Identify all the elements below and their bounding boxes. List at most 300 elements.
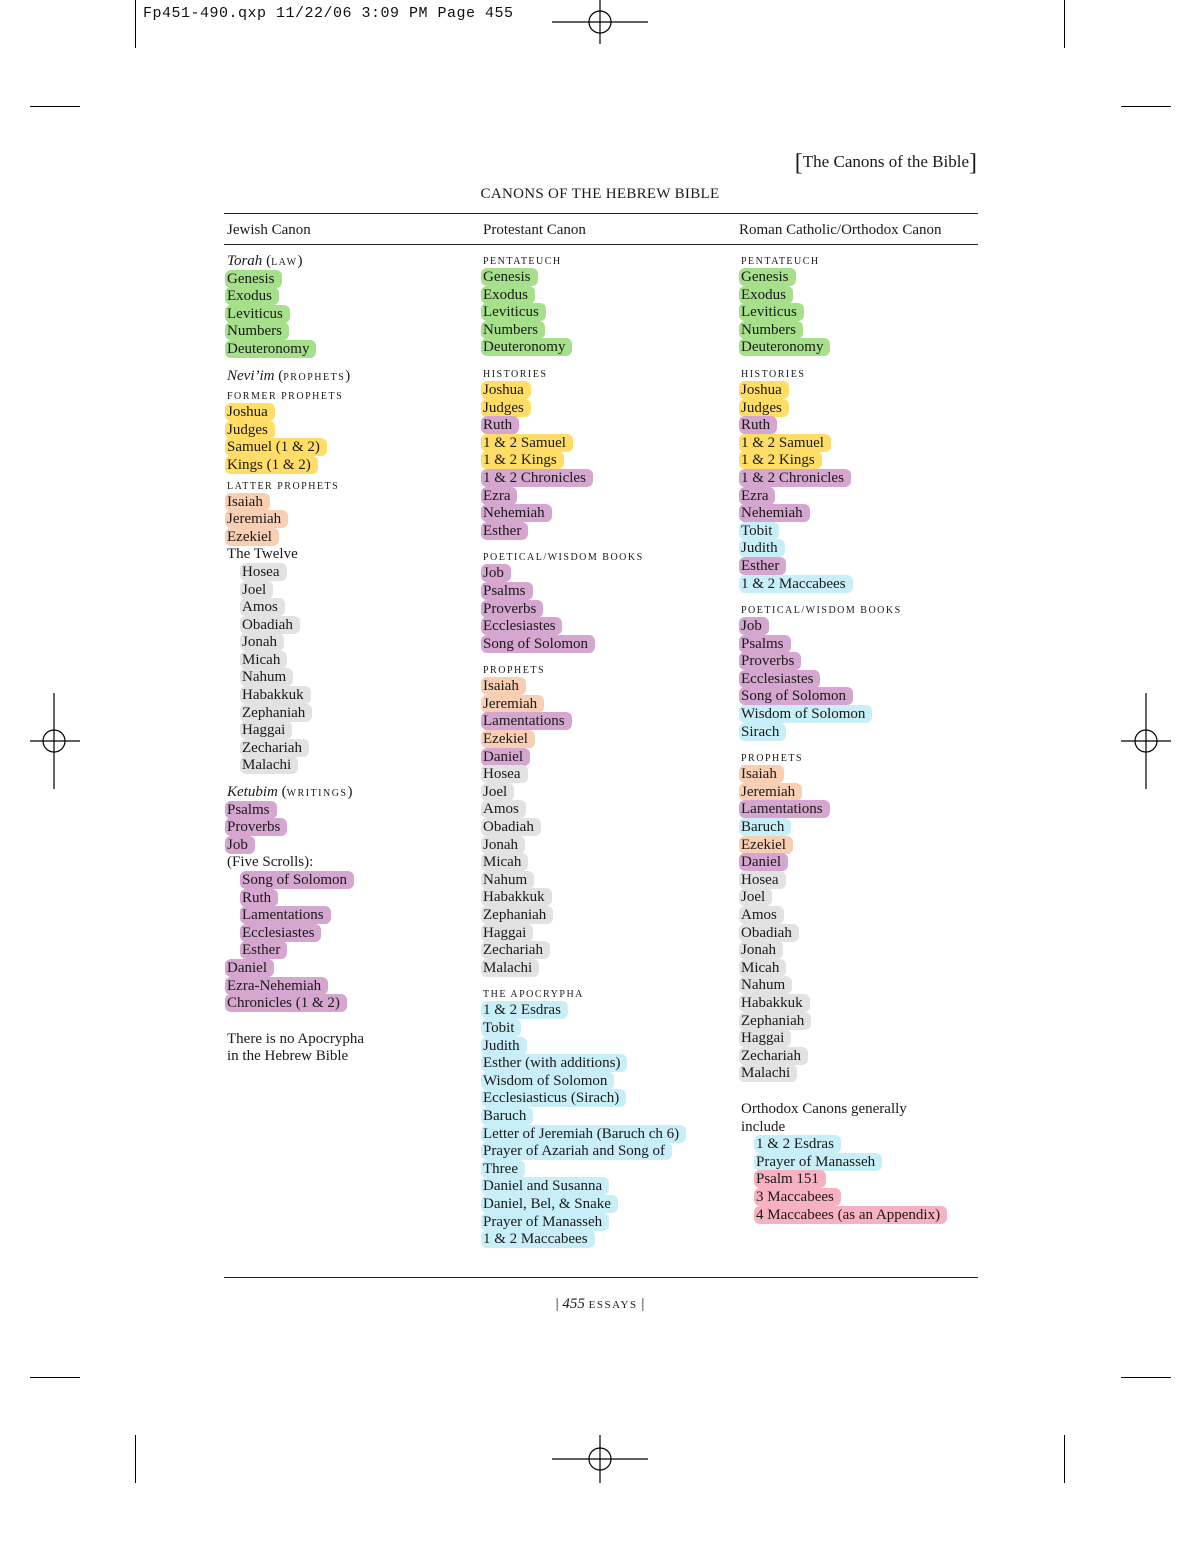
book-list-item: [483, 304, 733, 322]
book-list-item: [483, 339, 733, 357]
book-name: Jeremiah: [225, 510, 288, 528]
book-name: Ezekiel: [739, 836, 793, 854]
division-title: Nevi’im: [227, 367, 275, 384]
book-list-item: [741, 322, 991, 340]
book-list-item: [227, 705, 477, 723]
section-label: PROPHETS: [483, 665, 546, 677]
book-list-item: [483, 435, 733, 453]
division-heading: Torah (LAW): [227, 253, 303, 269]
book-list-item: [483, 1073, 733, 1091]
book-list-item: [483, 618, 733, 636]
book-list-item: [483, 565, 733, 583]
registration-mark-icon: [552, 1435, 648, 1483]
book-list-item: [227, 271, 477, 289]
book-list-item: [227, 617, 477, 635]
book-name: Ruth: [240, 889, 278, 907]
book-list-item: [483, 417, 733, 435]
book-list-item: [483, 1038, 733, 1056]
book-name: Numbers: [739, 321, 803, 339]
book-name: Daniel: [481, 748, 530, 766]
book-name: Proverbs: [225, 818, 287, 836]
header-rule: [224, 244, 978, 245]
section-label: FORMER PROPHETS: [227, 391, 344, 403]
registration-mark-icon: [30, 693, 80, 789]
book-name: Ruth: [739, 416, 777, 434]
book-list-item: [741, 417, 991, 435]
book-list-item: [227, 687, 477, 705]
book-name: 1 & 2 Kings: [481, 451, 564, 469]
book-list-item: [741, 435, 991, 453]
book-list-item: [227, 288, 477, 306]
protestant-canon-column: [483, 253, 733, 1249]
book-list-item: [227, 529, 477, 547]
book-list-item: [483, 1231, 733, 1249]
book-name: 1 & 2 Maccabees: [739, 575, 853, 593]
note-line: The Twelve: [227, 546, 298, 563]
book-name: Genesis: [739, 268, 796, 286]
book-list-item: [227, 995, 477, 1013]
book-name: Judges: [481, 399, 531, 417]
book-list-item: [741, 942, 991, 960]
book-list-item: [227, 942, 477, 960]
book-name: Genesis: [225, 270, 282, 288]
book-list-item: [483, 452, 733, 470]
book-list-item: [227, 582, 477, 600]
book-name: Judges: [225, 421, 275, 439]
book-list-item: [483, 837, 733, 855]
running-head: [The Canons of the Bible]: [794, 150, 977, 176]
book-name: Isaiah: [481, 677, 526, 695]
crop-mark: [30, 1377, 80, 1378]
book-list-item: [227, 439, 477, 457]
book-name: Numbers: [481, 321, 545, 339]
book-name: Wisdom of Solomon: [481, 1072, 614, 1090]
book-list-item: [483, 678, 733, 696]
book-name: 1 & 2 Maccabees: [481, 1230, 595, 1248]
book-list-item: [741, 960, 991, 978]
printer-slug: Fp451-490.qxp 11/22/06 3:09 PM Page 455: [143, 5, 514, 22]
book-list-item: [483, 636, 733, 654]
book-name: Zechariah: [739, 1047, 808, 1065]
book-list-item: [483, 1020, 733, 1038]
spacer: [227, 1013, 477, 1031]
book-name: Sirach: [739, 723, 786, 741]
book-list-item: [227, 457, 477, 475]
book-list-item: [483, 907, 733, 925]
division-title: Torah: [227, 253, 263, 269]
book-list-item: [741, 854, 991, 872]
book-name: Amos: [481, 800, 526, 818]
book-name: Prayer of Manasseh: [481, 1213, 609, 1231]
crop-mark: [1064, 0, 1065, 48]
book-name: Malachi: [739, 1064, 797, 1082]
book-name: Haggai: [240, 721, 292, 739]
book-name: Isaiah: [739, 765, 784, 783]
book-name: 1 & 2 Samuel: [739, 434, 831, 452]
book-list-item: [483, 1196, 733, 1214]
book-list-item: [483, 872, 733, 890]
book-name: Habakkuk: [739, 994, 810, 1012]
book-name: Haggai: [481, 924, 533, 942]
book-list-item: [483, 713, 733, 731]
book-list-item: [741, 1065, 991, 1083]
spacer: [483, 977, 733, 986]
book-name: 1 & 2 Chronicles: [481, 469, 593, 487]
book-list-item: [227, 740, 477, 758]
book-list-item: [227, 599, 477, 617]
book-name: Leviticus: [481, 303, 546, 321]
book-name: Prayer of Azariah and Song of: [481, 1142, 672, 1160]
book-list-item: [741, 653, 991, 671]
book-list-item: [483, 784, 733, 802]
book-list-item: [483, 731, 733, 749]
book-list-item: [741, 819, 991, 837]
book-name: Joel: [240, 581, 273, 599]
book-name: Psalms: [739, 635, 791, 653]
book-name: Tobit: [739, 522, 779, 540]
book-name: Job: [225, 836, 255, 854]
book-name: Hosea: [240, 563, 287, 581]
crop-mark: [1121, 1377, 1171, 1378]
book-name: Obadiah: [481, 818, 541, 836]
book-name: Judith: [739, 539, 785, 557]
book-list-item: [741, 872, 991, 890]
book-name: Song of Solomon: [481, 635, 595, 653]
book-name: Lamentations: [739, 800, 830, 818]
spacer: [741, 1083, 991, 1101]
book-name: Song of Solomon: [739, 687, 853, 705]
book-name: Joshua: [739, 381, 789, 399]
book-name: Kings (1 & 2): [225, 456, 318, 474]
book-name: Micah: [240, 651, 287, 669]
book-list-item: [741, 706, 991, 724]
table-bottom-rule: [224, 1277, 978, 1278]
book-list-item: [483, 889, 733, 907]
book-list-item: [227, 404, 477, 422]
spacer: [483, 540, 733, 549]
book-name: Wisdom of Solomon: [739, 705, 872, 723]
spacer: [227, 775, 477, 784]
book-list-item: [483, 322, 733, 340]
book-list-item: [227, 925, 477, 943]
column-header-jewish: Jewish Canon: [227, 222, 311, 238]
book-list-item: [227, 564, 477, 582]
crop-mark: [135, 1435, 136, 1483]
book-list-item: [741, 636, 991, 654]
book-name: Haggai: [739, 1029, 791, 1047]
book-name: Zechariah: [240, 739, 309, 757]
book-name: Jeremiah: [481, 695, 544, 713]
book-name: Hosea: [739, 871, 786, 889]
book-name: Esther (with additions): [481, 1054, 627, 1072]
book-name: Daniel: [225, 959, 274, 977]
book-name: Psalm 151: [754, 1170, 826, 1188]
book-name: Judith: [481, 1037, 527, 1055]
book-list-item: [483, 1126, 733, 1144]
book-list-item: [741, 523, 991, 541]
book-name: Obadiah: [739, 924, 799, 942]
book-name: Deuteronomy: [739, 338, 830, 356]
book-name: Jonah: [240, 633, 284, 651]
column-header-protestant: Protestant Canon: [483, 222, 586, 238]
book-list-item: [483, 819, 733, 837]
book-name: Exodus: [225, 287, 279, 305]
book-name: Ezra: [739, 487, 775, 505]
book-list-item: [227, 722, 477, 740]
spacer: [483, 357, 733, 366]
section-label: LATTER PROPHETS: [227, 480, 340, 492]
book-list-item: [483, 1108, 733, 1126]
book-name: Hosea: [481, 765, 528, 783]
section-label: PENTATEUCH: [741, 256, 820, 267]
book-name: Zephaniah: [240, 704, 312, 722]
book-name: Leviticus: [739, 303, 804, 321]
book-list-item: [483, 696, 733, 714]
book-list-item: [483, 287, 733, 305]
book-list-item: [227, 872, 477, 890]
book-list-item: [227, 802, 477, 820]
book-name: Ezra-Nehemiah: [225, 977, 328, 995]
book-list-item: [741, 784, 991, 802]
division-heading: Nevi’im (PROPHETS): [227, 367, 351, 384]
book-list-item: [741, 339, 991, 357]
book-list-item: [483, 505, 733, 523]
book-name: Exodus: [739, 286, 793, 304]
book-name: Jonah: [481, 836, 525, 854]
book-name: 1 & 2 Kings: [739, 451, 822, 469]
book-list-item: [483, 1178, 733, 1196]
book-name: 1 & 2 Samuel: [481, 434, 573, 452]
book-list-item: [483, 960, 733, 978]
spacer: [483, 653, 733, 662]
book-name: Deuteronomy: [481, 338, 572, 356]
book-name: Lamentations: [481, 712, 572, 730]
book-list-item: [483, 400, 733, 418]
book-name: Habakkuk: [481, 888, 552, 906]
book-list-item: [741, 287, 991, 305]
book-list-item: [227, 960, 477, 978]
book-name: Micah: [739, 959, 786, 977]
book-list-item: [741, 1136, 991, 1154]
book-list-item: [227, 978, 477, 996]
book-name: Deuteronomy: [225, 340, 316, 358]
division-tag: WRITINGS: [286, 788, 348, 800]
book-list-item: [227, 907, 477, 925]
running-head-text: The Canons of the Bible: [802, 152, 969, 171]
column-header-catholic: Roman Catholic/Orthodox Canon: [739, 222, 942, 238]
book-list-item: [741, 688, 991, 706]
division-heading: Ketubim (WRITINGS): [227, 784, 353, 801]
book-list-item: [483, 942, 733, 960]
book-list-item: [227, 494, 477, 512]
book-list-item: [227, 837, 477, 855]
book-list-item: [227, 890, 477, 908]
book-name: Three: [481, 1160, 525, 1178]
book-list-item: [741, 837, 991, 855]
book-name: Judges: [739, 399, 789, 417]
book-list-item: [227, 341, 477, 359]
book-name: 1 & 2 Chronicles: [739, 469, 851, 487]
book-name: Nahum: [240, 668, 293, 686]
book-name: Ezekiel: [225, 528, 279, 546]
book-list-item: [483, 583, 733, 601]
section-label: HISTORIES: [741, 368, 806, 380]
book-list-item: [483, 1143, 733, 1161]
book-name: Baruch: [481, 1107, 533, 1125]
book-list-item: [741, 618, 991, 636]
crop-mark: [135, 0, 136, 48]
book-list-item: [741, 925, 991, 943]
book-list-item: [741, 995, 991, 1013]
book-list-item: [227, 323, 477, 341]
book-list-item: [741, 977, 991, 995]
spacer: [741, 741, 991, 750]
division-tag: PROPHETS: [283, 371, 346, 383]
book-list-item: [741, 1013, 991, 1031]
division-title: Ketubim: [227, 784, 278, 801]
book-list-item: [227, 669, 477, 687]
book-list-item: [483, 1002, 733, 1020]
section-label: PROPHETS: [741, 753, 804, 765]
catholic-canon-column: [741, 253, 991, 1224]
book-list-item: [741, 907, 991, 925]
book-list-item: [227, 306, 477, 324]
book-list-item: [741, 889, 991, 907]
book-list-item: [741, 382, 991, 400]
book-name: Nahum: [481, 871, 534, 889]
book-name: Malachi: [240, 756, 298, 774]
book-name: Joshua: [225, 403, 275, 421]
book-list-item: [483, 382, 733, 400]
book-list-item: [227, 511, 477, 529]
crop-mark: [1064, 1435, 1065, 1483]
spacer: [227, 359, 477, 368]
section-label: POETICAL/WISDOM BOOKS: [741, 605, 902, 617]
book-name: Ecclesiastes: [481, 617, 562, 635]
book-name: Proverbs: [739, 652, 801, 670]
book-list-item: [483, 1090, 733, 1108]
folio-label: ESSAYS: [588, 1299, 638, 1311]
book-list-item: [741, 1171, 991, 1189]
book-list-item: [483, 925, 733, 943]
section-label: POETICAL/WISDOM BOOKS: [483, 552, 644, 564]
book-name: Esther: [240, 941, 287, 959]
book-name: Ecclesiastes: [240, 924, 321, 942]
book-list-item: [483, 854, 733, 872]
book-name: Nehemiah: [739, 504, 810, 522]
book-name: Daniel: [739, 853, 788, 871]
book-list-item: [227, 652, 477, 670]
book-name: Song of Solomon: [240, 871, 354, 889]
book-list-item: [227, 757, 477, 775]
book-name: Amos: [739, 906, 784, 924]
book-name: Joel: [481, 783, 514, 801]
book-list-item: [741, 1207, 991, 1225]
book-name: Letter of Jeremiah (Baruch ch 6): [481, 1125, 686, 1143]
book-name: Leviticus: [225, 305, 290, 323]
registration-mark-icon: [1121, 693, 1171, 789]
book-name: Nahum: [739, 976, 792, 994]
book-name: Chronicles (1 & 2): [225, 994, 347, 1012]
book-list-item: [483, 269, 733, 287]
book-name: Habakkuk: [240, 686, 311, 704]
book-list-item: [741, 488, 991, 506]
book-name: Proverbs: [481, 600, 543, 618]
book-list-item: [741, 1048, 991, 1066]
book-list-item: [483, 488, 733, 506]
book-name: Jonah: [739, 941, 783, 959]
table-title: CANONS OF THE HEBREW BIBLE: [480, 186, 720, 202]
book-name: Baruch: [739, 818, 791, 836]
book-name: Exodus: [481, 286, 535, 304]
book-name: Samuel (1 & 2): [225, 438, 327, 456]
book-list-item: [741, 505, 991, 523]
book-name: 3 Maccabees: [754, 1188, 841, 1206]
book-list-item: [483, 766, 733, 784]
book-name: Isaiah: [225, 493, 270, 511]
note-line: in the Hebrew Bible: [227, 1048, 349, 1065]
book-name: Obadiah: [240, 616, 300, 634]
book-name: Psalms: [225, 801, 277, 819]
book-name: Ecclesiasticus (Sirach): [481, 1089, 626, 1107]
book-list-item: [741, 1154, 991, 1172]
book-name: Prayer of Manasseh: [754, 1153, 882, 1171]
division-tag: LAW: [271, 257, 298, 268]
note-line: Orthodox Canons generally: [741, 1100, 907, 1117]
book-name: Esther: [739, 557, 786, 575]
book-list-item: [227, 422, 477, 440]
book-name: Nehemiah: [481, 504, 552, 522]
book-list-item: [227, 634, 477, 652]
book-name: 4 Maccabees (as an Appendix): [754, 1206, 947, 1224]
book-list-item: [741, 576, 991, 594]
book-list-item: [741, 766, 991, 784]
book-name: Lamentations: [240, 906, 331, 924]
book-name: Micah: [481, 853, 528, 871]
book-name: Ecclesiastes: [739, 670, 820, 688]
jewish-canon-column: [227, 253, 477, 1066]
book-list-item: [483, 470, 733, 488]
crop-mark: [30, 106, 80, 107]
book-list-item: [741, 400, 991, 418]
book-name: Ezekiel: [481, 730, 535, 748]
table-top-rule: [224, 213, 978, 214]
book-name: Esther: [481, 522, 528, 540]
book-list-item: [483, 1214, 733, 1232]
book-name: 1 & 2 Esdras: [754, 1135, 841, 1153]
section-label: THE APOCRYPHA: [483, 989, 584, 1001]
book-list-item: [483, 1161, 733, 1179]
crop-mark: [1121, 106, 1171, 107]
folio: | 455 ESSAYS |: [555, 1296, 645, 1312]
spacer: [741, 357, 991, 366]
note-line: There is no Apocrypha: [227, 1030, 365, 1047]
book-list-item: [741, 558, 991, 576]
book-list-item: [741, 671, 991, 689]
book-list-item: [741, 724, 991, 742]
section-label: PENTATEUCH: [483, 256, 562, 267]
registration-mark-icon: [552, 0, 648, 44]
book-list-item: [741, 540, 991, 558]
book-name: Amos: [240, 598, 285, 616]
book-name: Jeremiah: [739, 783, 802, 801]
book-list-item: [483, 601, 733, 619]
spacer: [741, 593, 991, 602]
book-list-item: [483, 801, 733, 819]
book-name: Malachi: [481, 959, 539, 977]
note-line: (Five Scrolls):: [227, 854, 314, 871]
book-list-item: [483, 523, 733, 541]
